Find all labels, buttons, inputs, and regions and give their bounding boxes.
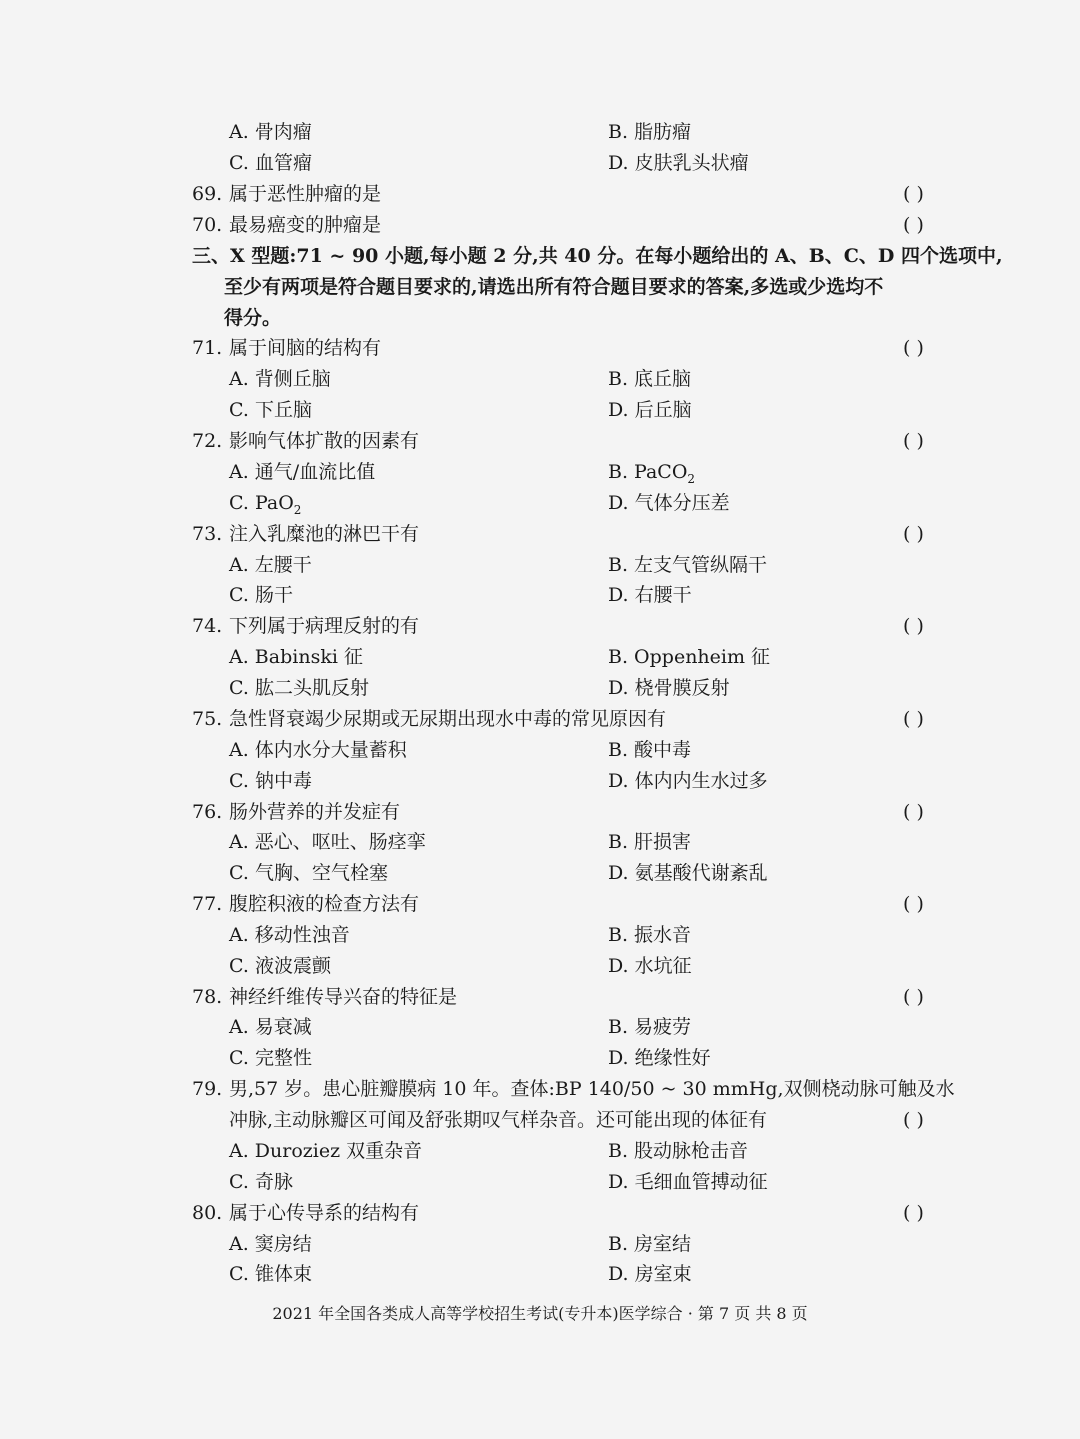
option-c: C. 液波震颤 [229,955,331,977]
option-c: C. 血管瘤 [229,152,312,174]
option-a: A. 移动性浊音 [229,924,350,946]
option-row [0,550,1080,581]
question-text: 最易癌变的肿瘤是 [229,214,382,236]
option-a: A. Babinski 征 [229,646,363,668]
option-b: B. 易疲劳 [608,1016,692,1038]
option-a: A. 背侧丘脑 [229,368,331,390]
question-80 [0,1198,1080,1229]
option-row [0,488,1080,519]
option-a: A. 左腰干 [229,554,312,576]
option-d: D. 后丘脑 [608,399,692,421]
option-a: A. 易衰减 [229,1016,312,1038]
option-b: B. 肝损害 [608,831,692,853]
option-b: B. Oppenheim 征 [608,646,771,668]
question-text: 男,57 岁。患心脏瓣膜病 10 年。查体:BP 140/50 ~ 30 mmHg,双侧桡动脉可触及水 [229,1078,955,1100]
question-74 [0,611,1080,642]
answer-blank: ( ) [903,1202,924,1224]
option-b: B. 振水音 [608,924,692,946]
page-footer: 2021 年全国各类成人高等学校招生考试(专升本)医学综合 · 第 7 页 共 8 页 [272,1304,808,1323]
question-text: 腹腔积液的检查方法有 [229,893,420,915]
option-row [0,827,1080,858]
option-row [0,920,1080,951]
question-text: 注入乳糜池的淋巴干有 [229,523,420,545]
option-a: A. 窦房结 [229,1233,312,1255]
option-row [0,858,1080,889]
option-d: D. 右腰干 [608,584,692,606]
question-number: 76. [192,801,223,823]
section-heading [0,241,1080,272]
answer-blank: ( ) [903,214,924,236]
answer-blank: ( ) [903,1109,924,1131]
question-number: 78. [192,986,223,1008]
option-b: B. 底丘脑 [608,368,692,390]
question-text: 影响气体扩散的因素有 [229,430,420,452]
option-b: B. 脂肪瘤 [608,121,692,143]
answer-blank: ( ) [903,801,924,823]
option-d: D. 绝缘性好 [608,1047,711,1069]
option-d: D. 体内内生水过多 [608,770,768,792]
question-number: 75. [192,708,223,730]
option-d: D. 水坑征 [608,955,692,977]
question-text: 肠外营养的并发症有 [229,801,401,823]
question-77 [0,889,1080,920]
option-b: B. 酸中毒 [608,739,692,761]
option-row [0,364,1080,395]
question-number: 70. [192,214,223,236]
option-row [0,395,1080,426]
option-row [0,1136,1080,1167]
question-number: 69. [192,183,223,205]
question-text: 下列属于病理反射的有 [229,615,420,637]
question-75 [0,704,1080,735]
option-row [0,117,1080,148]
question-text: 冲脉,主动脉瓣区可闻及舒张期叹气样杂音。还可能出现的体征有 [229,1109,768,1131]
option-row [0,642,1080,673]
option-row [0,1167,1080,1198]
option-d: D. 房室束 [608,1263,692,1285]
option-c: C. 肱二头肌反射 [229,677,369,699]
option-b: B. 左支气管纵隔干 [608,554,768,576]
option-c: C. 气胸、空气栓塞 [229,862,388,884]
section-heading-line: 至少有两项是符合题目要求的,请选出所有符合题目要求的答案,多选或少选均不 [224,276,884,298]
option-a: A. 骨肉瘤 [229,121,312,143]
option-d: D. 皮肤乳头状瘤 [608,152,749,174]
question-number: 71. [192,337,223,359]
answer-blank: ( ) [903,708,924,730]
option-d: D. 桡骨膜反射 [608,677,730,699]
question-number: 80. [192,1202,223,1224]
option-a: A. 通气/血流比值 [229,461,376,483]
option-c: C. 完整性 [229,1047,312,1069]
option-d: D. 毛细血管搏动征 [608,1171,768,1193]
question-78 [0,982,1080,1013]
question-71 [0,333,1080,364]
option-row [0,1012,1080,1043]
option-c-text: C. PaO [229,492,294,514]
option-c: C. 锥体束 [229,1263,312,1285]
option-a: A. 体内水分大量蓄积 [229,739,407,761]
section-heading-line: 得分。 [224,307,282,329]
option-d: D. 气体分压差 [608,492,730,514]
question-text: 属于间脑的结构有 [229,337,382,359]
answer-blank: ( ) [903,986,924,1008]
answer-blank: ( ) [903,893,924,915]
option-row [0,951,1080,982]
question-number: 72. [192,430,223,452]
option-row [0,673,1080,704]
option-c: C. 钠中毒 [229,770,312,792]
question-72 [0,426,1080,457]
question-number: 77. [192,893,223,915]
question-number: 73. [192,523,223,545]
question-number: 74. [192,615,223,637]
option-row [0,580,1080,611]
option-d: D. 氨基酸代谢紊乱 [608,862,768,884]
answer-blank: ( ) [903,430,924,452]
question-76 [0,797,1080,828]
option-row [0,148,1080,179]
question-70 [0,210,1080,241]
question-69 [0,179,1080,210]
option-c: C. 肠干 [229,584,293,606]
option-b-text: B. PaCO [608,461,688,483]
option-a: A. 恶心、呕吐、肠痉挛 [229,831,426,853]
subscript: 2 [687,471,696,486]
option-row [0,735,1080,766]
answer-blank: ( ) [903,523,924,545]
option-c: C. 奇脉 [229,1171,293,1193]
answer-blank: ( ) [903,615,924,637]
option-row [0,1043,1080,1074]
answer-blank: ( ) [903,337,924,359]
question-79 [0,1074,1080,1105]
option-row [0,1229,1080,1260]
section-heading-cont [0,272,1080,303]
section-heading-cont [0,303,1080,334]
question-number: 79. [192,1078,223,1100]
question-79-cont [0,1105,1080,1136]
question-text: 急性肾衰竭少尿期或无尿期出现水中毒的常见原因有 [229,708,667,730]
option-b: B. 股动脉枪击音 [608,1140,749,1162]
option-row [0,766,1080,797]
question-text: 属于恶性肿瘤的是 [229,183,382,205]
answer-blank: ( ) [903,183,924,205]
option-row [0,457,1080,488]
question-73 [0,519,1080,550]
option-b: B. 房室结 [608,1233,692,1255]
question-text: 属于心传导系的结构有 [229,1202,420,1224]
subscript: 2 [293,502,302,517]
section-heading-line: 三、X 型题:71 ~ 90 小题,每小题 2 分,共 40 分。在每小题给出的 A、B、C、D 四个选项中, [192,245,1003,267]
option-a: A. Duroziez 双重杂音 [229,1140,423,1162]
option-c: C. 下丘脑 [229,399,312,421]
option-row [0,1259,1080,1290]
question-text: 神经纤维传导兴奋的特征是 [229,986,458,1008]
